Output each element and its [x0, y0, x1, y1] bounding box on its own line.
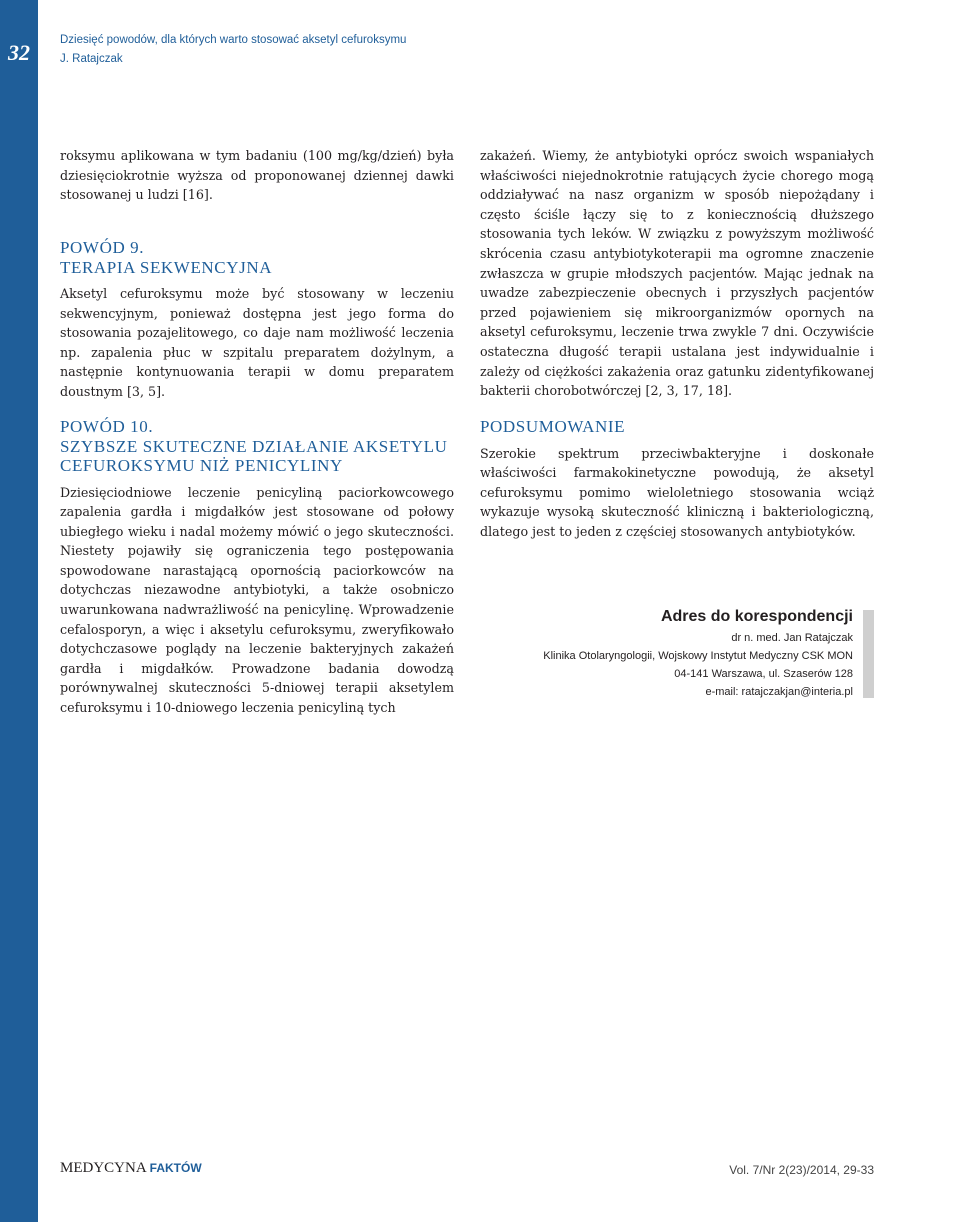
summary-heading: PODSUMOWANIE — [480, 417, 626, 436]
issue-info: Vol. 7/Nr 2(23)/2014, 29-33 — [729, 1163, 874, 1177]
page-number: 32 — [8, 40, 30, 65]
section-9-heading-number: POWÓD 9. — [60, 238, 145, 257]
section-9-paragraph: Aksetyl cefuroksymu może być stosowany w leczeniu sekwencyjnym, ponieważ dostępna jest jego forma do stosowania pozajelitowego, co daje nam możliwość leczenia np. zapalenia płuc w szpitalu preparatem dożylnym, a następnie kontynuowania terapii w domu preparatem doustnym [3, 5]. — [60, 286, 454, 399]
section-10-heading-title: SZYBSZE SKUTECZNE DZIAŁANIE AKSETYLU CEFUROKSYMU NIŻ PENICYLINY — [60, 436, 448, 475]
section-10-heading-number: POWÓD 10. — [60, 417, 154, 436]
section-10-heading — [60, 417, 454, 476]
article-author: J. Ratajczak — [60, 53, 123, 65]
summary-paragraph: Szerokie spektrum przeciwbakteryjne i doskonałe właściwości farmakokinetyczne powodują, że aksetyl cefuroksymu pomimo wieloletniego stosowania wciąż wykazuje wysoką skuteczność kliniczną i bakteriologiczną, dlatego jest to jeden z częściej stosowanych antybiotyków. — [480, 445, 874, 539]
running-header — [60, 31, 406, 69]
section-10-paragraph: Dziesięciodniowe leczenie penicyliną paciorkowcowego zapalenia gardła i migdałków jest stosowane od połowy ubiegłego wieku i nadal możemy mówić o jego skuteczności. Niestety pojawiły się ograniczenia tego postępowania spowodowane narastającą opornością paciorkowców na dotychczas niezawodne antybiotyki, a także osobniczo uwarunkowana nadwrażliwość na penicylinę. Wprowadzenie cefalosporyn, a więc i aksetylu cefuroksymu, zweryfikowało dotychczasowe poglądy na leczenie bakteryjnych zakażeń gardła i migdałków. Prowadzone badania dowodzą porównywalnej skuteczności 5-dniowej terapii aksetylem cefuroksymu i 10-dniowego leczenia penicyliną tych — [60, 484, 454, 716]
journal-logo-medycyna: MEDYCYNA — [60, 1160, 147, 1176]
address-street: 04-141 Warszawa, ul. Szaserów 128 — [674, 668, 853, 680]
address-name: dr n. med. Jan Ratajczak — [731, 632, 853, 644]
continuation-paragraph: zakażeń. Wiemy, że antybiotyki oprócz swoich wspaniałych właściwości niejednokrotnie ratujących życie chorego mogą oddziaływać na nasz organizm w sposób niepożądany i często ściśle łączy się to z koniecznością dłuższego stosowania tych leków. W związku z powyższym możliwość skrócenia czasu antybiotykoterapii ma ogromne znaczenie zwłaszcza w grupie młodszych pacjentów. Mając jednak na uwadze zabezpieczenie obecnych i przyszłych pacjentów przed pojawieniem się mikroorganizmów opornych na aksetyl cefuroksymu, leczenie trwa zwykle 7 dni. Oczywiście ostateczna długość terapii ustalana jest indywidualnie i zależy od ciężkości zakażenia oraz gatunku zidentyfikowanej bakterii chorobotwórczej [2, 3, 17, 18]. — [480, 148, 874, 399]
address-email[interactable]: e-mail: ratajczakjan@interia.pl — [705, 686, 853, 698]
right-column-top — [480, 146, 874, 401]
summary-section — [480, 417, 874, 541]
address-side-bar — [863, 610, 874, 698]
journal-logo — [60, 1160, 202, 1177]
intro-paragraph: roksymu aplikowana w tym badaniu (100 mg/kg/dzień) była dziesięciokrotnie wyższa od proponowanej dziennej dawki stosowanej u ludzi [16]. — [60, 148, 454, 203]
section-9 — [60, 238, 454, 402]
section-9-heading-title: TERAPIA SEKWENCYJNA — [60, 257, 273, 277]
page-sidebar — [0, 0, 38, 1222]
left-column-top — [60, 146, 454, 205]
correspondence-address — [543, 605, 853, 701]
article-title: Dziesięć powodów, dla których warto stosować aksetyl cefuroksymu — [60, 34, 407, 46]
section-10 — [60, 417, 454, 718]
journal-logo-faktow: FAKTÓW — [149, 1161, 202, 1175]
address-title: Adres do korespondencji — [660, 608, 853, 625]
address-institution: Klinika Otolaryngologii, Wojskowy Instytut Medyczny CSK MON — [543, 650, 853, 662]
section-9-heading — [60, 238, 454, 277]
